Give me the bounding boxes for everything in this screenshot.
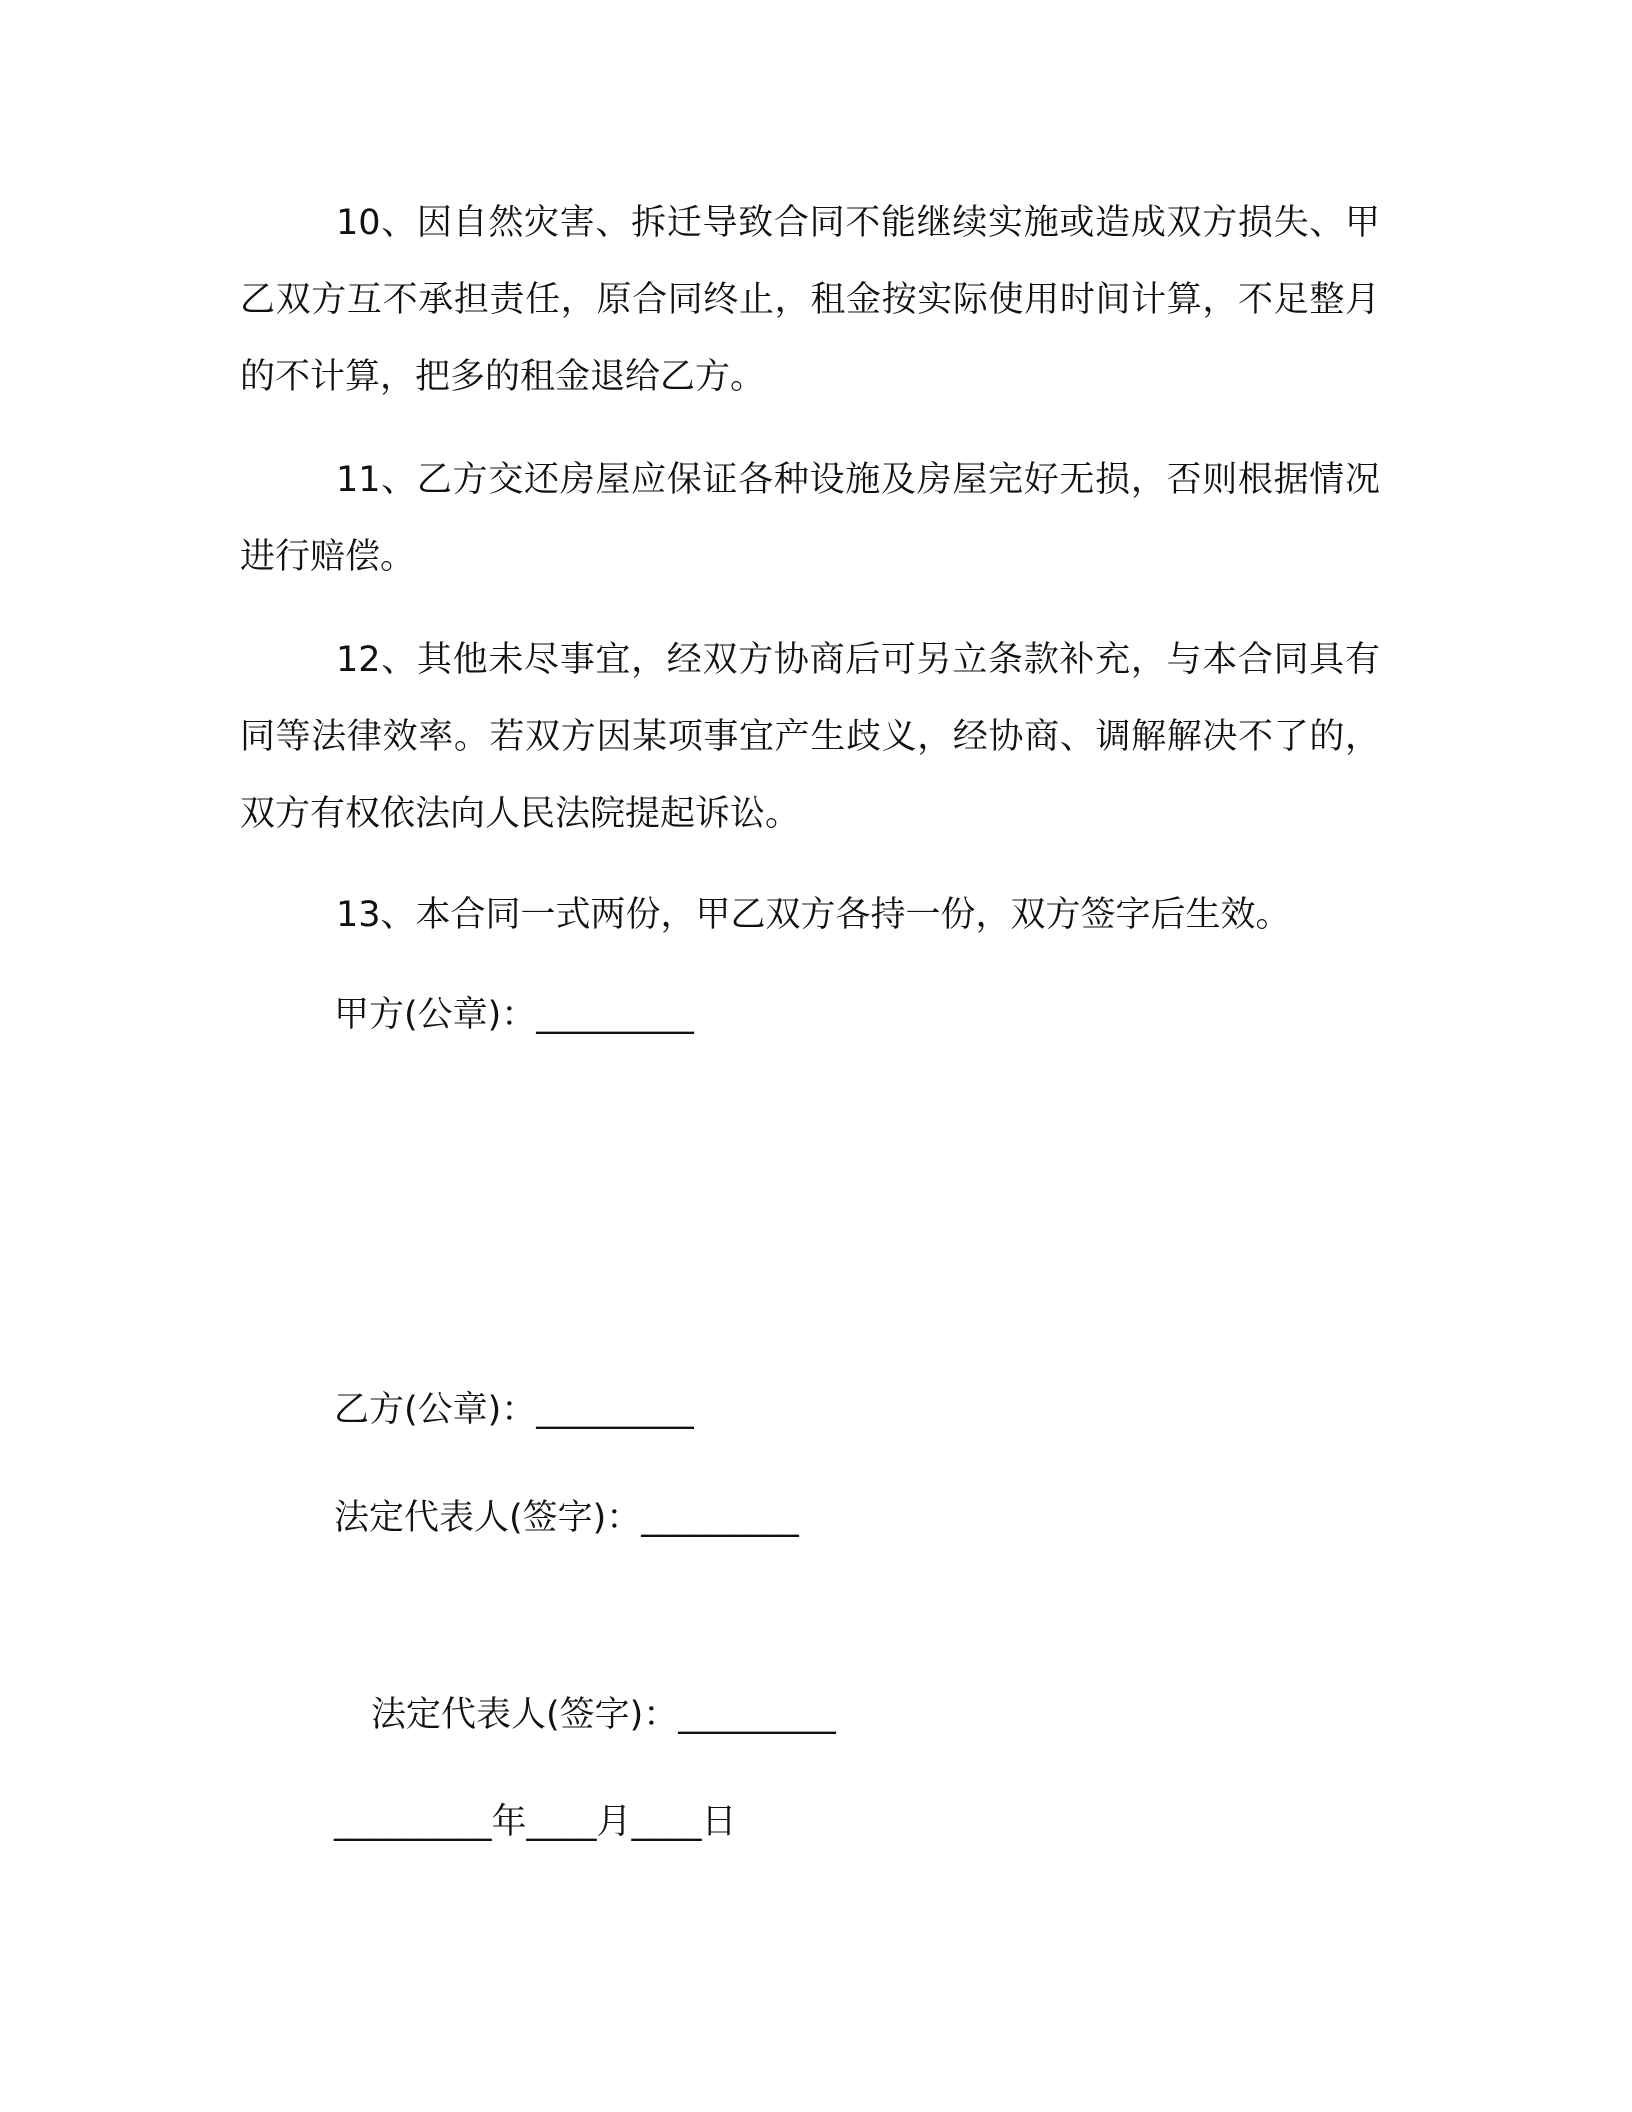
legal-rep-signature-line-1: 法定代表人(签字)：_________ xyxy=(334,1498,799,1538)
legal-rep-signature-line-2: 法定代表人(签字)：_________ xyxy=(371,1695,836,1735)
clause-12: 12、其他未尽事宜，经双方协商后可另立条款补充，与本合同具有同等法律效率。若双方因某项事宜产生歧义，经协商、调解解决不了的，双方有权依法向人民法院提起诉讼。 xyxy=(240,640,1380,834)
party-b-seal-line: 乙方(公章)：_________ xyxy=(334,1390,694,1430)
party-a-seal-line: 甲方(公章)：_________ xyxy=(334,995,694,1035)
clause-13: 13、本合同一式两份，甲乙双方各持一份，双方签字后生效。 xyxy=(336,895,1291,935)
clause-11: 11、乙方交还房屋应保证各种设施及房屋完好无损，否则根据情况进行赔偿。 xyxy=(240,460,1380,577)
date-line: _________年____月____日 xyxy=(334,1802,737,1842)
clause-10: 10、因自然灾害、拆迁导致合同不能继续实施或造成双方损失、甲乙双方互不承担责任，原合同终止，租金按实际使用时间计算，不足整月的不计算，把多的租金退给乙方。 xyxy=(240,203,1380,397)
